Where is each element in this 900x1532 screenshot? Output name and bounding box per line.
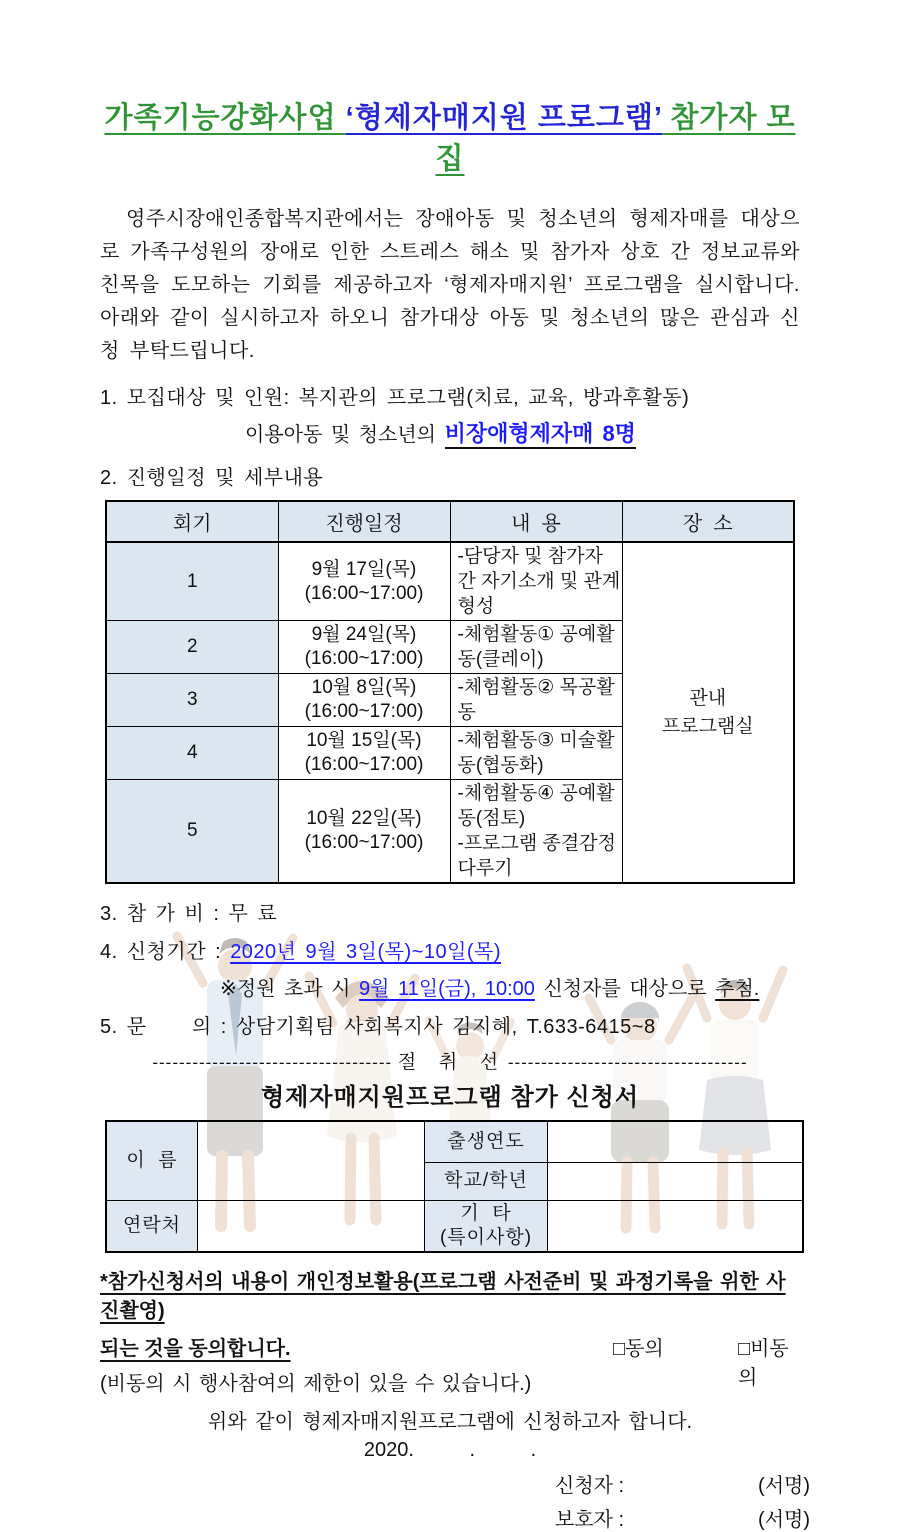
lottery-datetime: 9월 11일(금), 10:00	[359, 978, 535, 1000]
etc-field[interactable]	[548, 1200, 804, 1252]
consent-statement-line1: *참가신청서의 내용이 개인정보활용(프로그램 사전준비 및 과정기록을 위한 사진촬영)	[100, 1270, 786, 1322]
applicant-sign-placeholder[interactable]: (서명)	[758, 1474, 810, 1497]
document-content	[0, 95, 900, 1532]
applicant-signature-row	[555, 1469, 810, 1498]
contact-label: 연락처	[106, 1200, 198, 1252]
session-date: 9월 17일(목) (16:00~17:00)	[278, 542, 450, 621]
applicant-label: 신청자 :	[555, 1474, 625, 1497]
item-1-line2	[100, 417, 800, 448]
title-part-green-2: 참가자 모집	[435, 102, 796, 175]
session-content: -담당자 및 참가자 간 자기소개 및 관계형성	[450, 542, 622, 621]
item-1-target: 1. 모집대상 및 인원: 복지관의 프로그램(치료, 교육, 방과후활동)	[100, 387, 690, 409]
session-content: -체험활동② 목공활동	[450, 674, 622, 727]
header-content: 내 용	[450, 501, 622, 542]
note-prefix: ※정원 초과 시	[220, 978, 360, 1000]
intro-paragraph: 영주시장애인종합복지관에서는 장애아동 및 청소년의 형제자매를 대상으로 가족구성원의 장애로 인한 스트레스 해소 및 참가자 상호 간 정보교류와 친목을 도모하는 기회를 제공하고자 ‘형제자매지원’ 프로그램을 실시합니다. 아래와 같이 실시하고자 하오니 참가대상 아동 및 청소년의 많은 관심과 신청 부탁드립니다.	[100, 208, 800, 362]
cut-line-dashes-right: ------------------------------------	[507, 1053, 748, 1072]
name-label: 이 름	[106, 1121, 198, 1200]
birth-year-field[interactable]	[548, 1121, 804, 1162]
schedule-row	[106, 542, 794, 621]
item-4-prefix: 4. 신청기간 :	[100, 941, 231, 963]
note-middle: 신청자를 대상으로	[534, 978, 716, 1000]
schedule-header-row	[106, 501, 794, 542]
session-number: 3	[106, 674, 278, 727]
page-title	[100, 95, 800, 177]
session-content: -체험활동③ 미술활동(협동화)	[450, 727, 622, 780]
document-page	[0, 95, 900, 1531]
session-date: 10월 22일(목) (16:00~17:00)	[278, 780, 450, 884]
application-form-table	[105, 1120, 804, 1253]
consent-line2-text: 되는 것을 동의합니다.	[100, 1337, 291, 1360]
form-row	[106, 1200, 803, 1252]
signature-block	[555, 1469, 810, 1532]
disagree-checkbox[interactable]: □비동의	[738, 1337, 789, 1389]
item-1-line2-prefix: 이용아동 및 청소년의	[245, 424, 445, 446]
school-grade-field[interactable]	[548, 1162, 804, 1200]
cut-line-dashes-left: ------------------------------------	[152, 1053, 393, 1072]
etc-label: 기 타 (특이사항)	[425, 1200, 548, 1252]
note-lottery-word: 추첨.	[715, 978, 760, 1000]
title-part-green-1: 가족기능강화사업	[104, 102, 346, 134]
item-3-fee: 3. 참 가 비 : 무 료	[100, 903, 278, 925]
school-grade-label: 학교/학년	[425, 1162, 548, 1200]
form-row	[106, 1121, 803, 1162]
contact-field[interactable]	[198, 1200, 425, 1252]
declaration-text: 위와 같이 형제자매지원프로그램에 신청하고자 합니다.	[207, 1410, 693, 1433]
cut-line-label: 절 취 선	[397, 1052, 503, 1073]
session-number: 5	[106, 780, 278, 884]
birth-year-label: 출생연도	[425, 1121, 548, 1162]
application-period-dates: 2020년 9월 3일(목)~10일(목)	[230, 941, 502, 963]
header-session: 회기	[106, 501, 278, 542]
guardian-signature-row	[555, 1503, 810, 1532]
agree-checkbox[interactable]: □동의	[613, 1337, 664, 1360]
cut-line	[100, 1047, 800, 1074]
session-location: 관내 프로그램실	[622, 542, 794, 883]
guardian-sign-placeholder[interactable]: (서명)	[758, 1508, 810, 1531]
consent-note: (비동의 시 행사참여의 제한이 있을 수 있습니다.)	[100, 1372, 532, 1395]
session-date: 9월 24일(목) (16:00~17:00)	[278, 621, 450, 674]
session-content: -체험활동④ 공예활동(점토) -프로그램 종결감정 다루기	[450, 780, 622, 884]
guardian-label: 보호자 :	[555, 1508, 625, 1531]
application-form-title: 형제자매지원프로그램 참가 신청서	[260, 1084, 640, 1111]
header-location: 장 소	[622, 501, 794, 542]
header-date: 진행일정	[278, 501, 450, 542]
item-2-schedule-heading: 2. 진행일정 및 세부내용	[100, 467, 324, 489]
session-number: 1	[106, 542, 278, 621]
session-date: 10월 15일(목) (16:00~17:00)	[278, 727, 450, 780]
session-date: 10월 8일(목) (16:00~17:00)	[278, 674, 450, 727]
item-4-lottery-note	[100, 972, 800, 1001]
name-field[interactable]	[198, 1121, 425, 1200]
item-4-application-period	[100, 935, 800, 964]
session-number: 4	[106, 727, 278, 780]
date-line: 2020. . .	[363, 1438, 537, 1461]
session-number: 2	[106, 621, 278, 674]
item-1-highlight: 비장애형제자매 8명	[445, 421, 636, 449]
item-5-contact: 5. 문 의 : 상담기획팀 사회복지사 김지혜, T.633-6415~8	[100, 1016, 656, 1038]
title-part-blue: ‘형제자매지원 프로그램’	[345, 102, 663, 134]
session-content: -체험활동① 공예활동(클레이)	[450, 621, 622, 674]
schedule-table	[105, 500, 795, 884]
